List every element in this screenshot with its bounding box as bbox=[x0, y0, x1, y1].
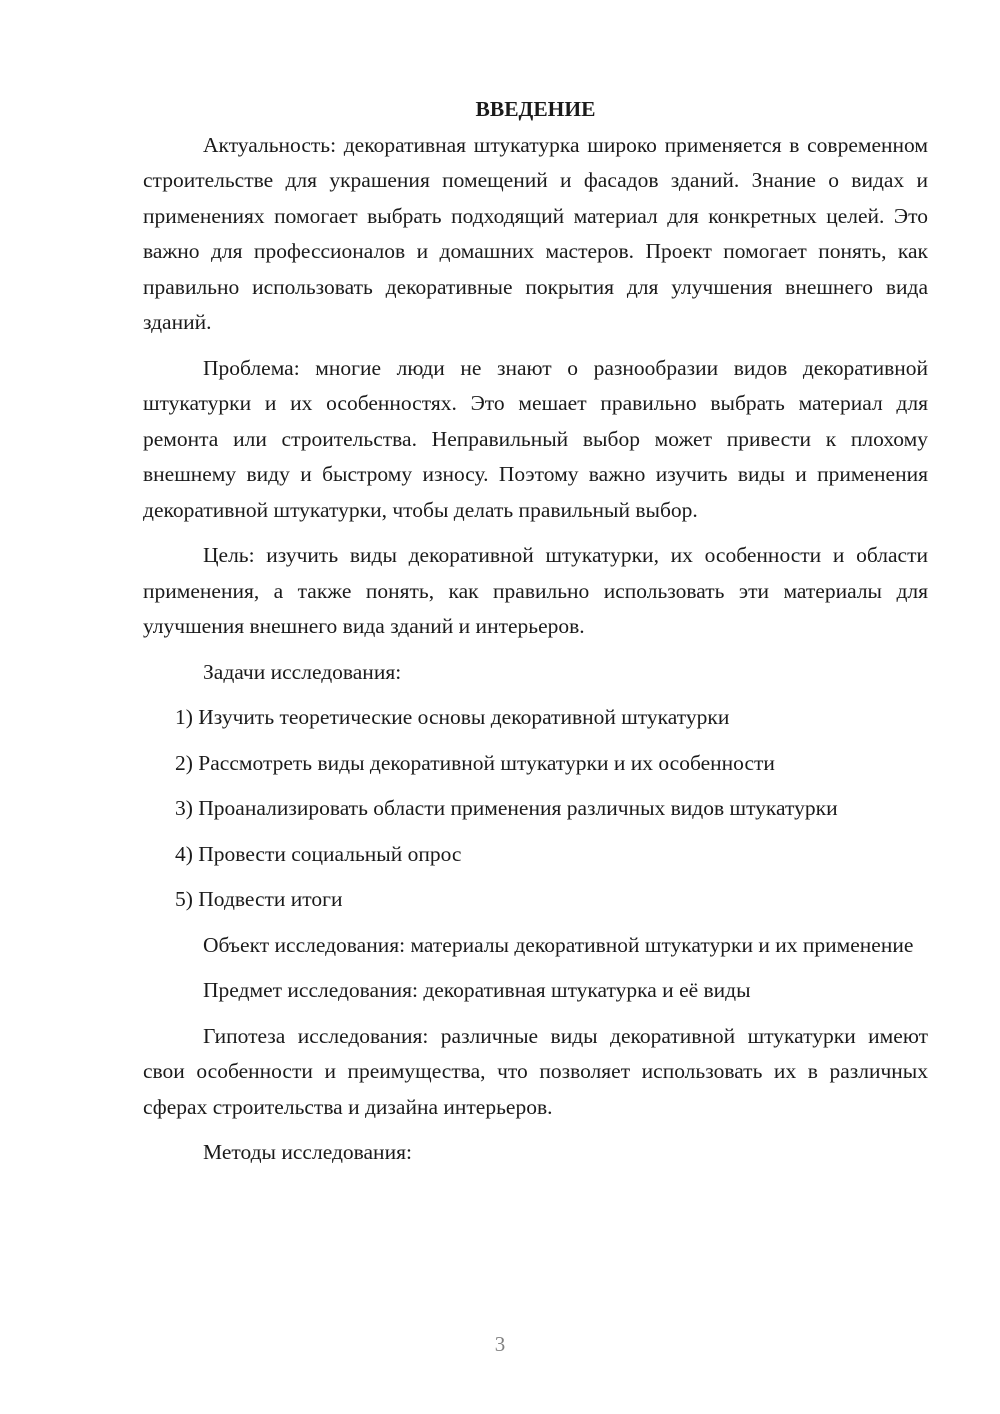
goal-paragraph: Цель: изучить виды декоративной штукатурки, их особенности и области применения, а также понять, как правильно использовать эти материалы для улучшения внешнего вида зданий и интерьеров. bbox=[143, 543, 928, 638]
methods-label: Методы исследования: bbox=[203, 1140, 412, 1164]
task-item-3: 3) Проанализировать области применения различных видов штукатурки bbox=[175, 796, 838, 820]
page-content bbox=[143, 92, 928, 1181]
page-number: 3 bbox=[494, 1332, 506, 1356]
tasks-label: Задачи исследования: bbox=[203, 659, 402, 684]
problem-paragraph: Проблема: многие люди не знают о разнообразии видов декоративной штукатурки и их особенностях. Это мешает правильно выбрать материал для ремонта или строительства. Неправильный выбор может привести к плохому внешнему виду и быстрому износу. Поэтому важно изучить виды и применения декоративной штукатурки, чтобы делать правильный выбор. bbox=[143, 355, 928, 522]
section-heading: ВВЕДЕНИЕ bbox=[475, 97, 596, 121]
task-item-1: 1) Изучить теоретические основы декоративной штукатурки bbox=[175, 705, 730, 729]
subject-paragraph: Предмет исследования: декоративная штукатурка и её виды bbox=[203, 978, 751, 1002]
task-item-2: 2) Рассмотреть виды декоративной штукатурки и их особенности bbox=[175, 750, 775, 775]
task-item-5: 5) Подвести итоги bbox=[175, 887, 343, 911]
hypothesis-paragraph: Гипотеза исследования: различные виды декоративной штукатурки имеют свои особенности и преимущества, что позволяет использовать их в различных сферах строительства и дизайна интерьеров. bbox=[143, 1023, 928, 1119]
relevance-paragraph: Актуальность: декоративная штукатурка широко применяется в современном строительстве для украшения помещений и фасадов зданий. Знание о видах и применениях помогает выбрать подходящий материал для конкретных целей. Это важно для профессионалов и домашних мастеров. Проект помогает понять, как правильно использовать декоративные покрытия для улучшения внешнего вида зданий. bbox=[143, 132, 928, 334]
task-item-4: 4) Провести социальный опрос bbox=[175, 841, 462, 866]
object-paragraph: Объект исследования: материалы декоративной штукатурки и их применение bbox=[203, 932, 914, 957]
